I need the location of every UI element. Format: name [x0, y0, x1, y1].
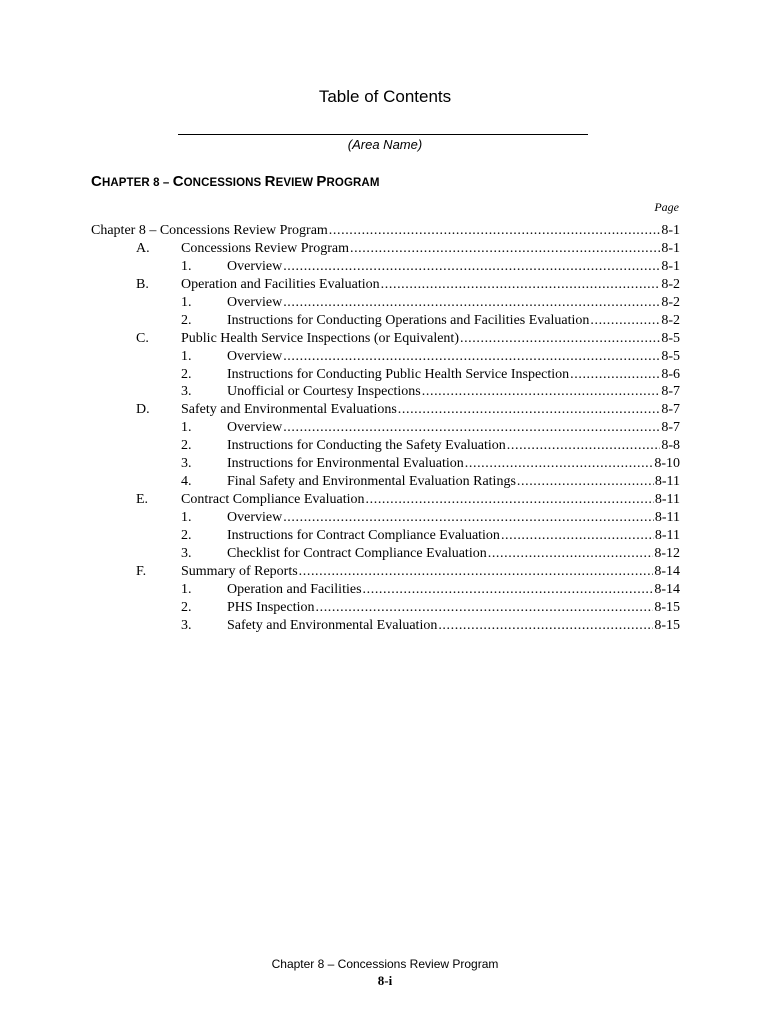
toc-entry[interactable] [91, 491, 680, 509]
toc-entry-label: Safety and Environmental Evaluations [181, 402, 397, 418]
toc-entry[interactable] [91, 366, 680, 384]
toc-entry[interactable] [91, 294, 680, 312]
toc-entry-page: 8-12 [654, 545, 680, 561]
toc-dot-leader [299, 563, 654, 581]
chapter-heading-cap-p: P [316, 173, 327, 190]
toc-entry-marker: 2. [181, 527, 192, 543]
toc-dot-leader [283, 419, 660, 437]
chapter-heading-text-2: ONCESSIONS [183, 177, 265, 189]
chapter-heading-cap-r: R [264, 173, 276, 190]
toc-entry-label: Instructions for Environmental Evaluation [227, 456, 464, 472]
toc-entry-label: Operation and Facilities Evaluation [181, 276, 380, 292]
toc-dot-leader [283, 509, 654, 527]
toc-entry-page: 8-14 [654, 581, 680, 597]
toc-entry-label: Instructions for Conducting the Safety Evaluation [227, 438, 506, 454]
toc-entry-marker: 1. [181, 420, 192, 436]
toc-entry-page: 8-5 [661, 330, 680, 346]
toc-dot-leader [460, 330, 660, 348]
toc-entry-marker: E. [136, 492, 149, 508]
toc-entry-page: 8-5 [661, 348, 680, 364]
toc-entry-marker: 1. [181, 581, 192, 597]
toc-entry[interactable] [91, 545, 680, 563]
toc-entry[interactable] [91, 527, 680, 545]
chapter-heading [91, 173, 380, 190]
toc-entry[interactable] [91, 509, 680, 527]
toc-entry[interactable] [91, 617, 680, 635]
toc-entry[interactable] [91, 563, 680, 581]
toc-entry-marker: 3. [181, 456, 192, 472]
toc-entry-page: 8-11 [654, 474, 680, 490]
toc-entry[interactable] [91, 312, 680, 330]
toc-entry[interactable] [91, 383, 680, 401]
chapter-heading-text-4: ROGRAM [326, 177, 380, 189]
toc-entry-marker: 4. [181, 474, 192, 490]
toc-dot-leader [350, 240, 660, 258]
toc-entry-marker: B. [136, 276, 149, 292]
toc-entry[interactable] [91, 419, 680, 437]
toc-dot-leader [517, 473, 654, 491]
toc-entry-page: 8-8 [661, 438, 680, 454]
toc-entry-marker: D. [136, 402, 150, 418]
toc-entry-label: Overview [227, 258, 283, 274]
toc-entry-marker: 2. [181, 312, 192, 328]
toc-entry-page: 8-11 [654, 492, 680, 508]
toc-entry-marker: 3. [181, 384, 192, 400]
toc-entry-page: 8-11 [654, 527, 680, 543]
toc-entry-label: Overview [227, 510, 283, 525]
toc-entry-page: 8-2 [661, 294, 680, 310]
toc-dot-leader [590, 312, 660, 330]
toc-entry-page: 8-15 [654, 599, 680, 615]
toc-entry[interactable] [91, 240, 680, 258]
toc-entry[interactable] [91, 473, 680, 491]
toc-dot-leader [465, 455, 654, 473]
toc-entry-marker: 2. [181, 366, 192, 382]
toc-entry-label: Instructions for Conducting Public Health Service Inspection [227, 366, 570, 382]
toc-entry-page: 8-1 [661, 223, 680, 238]
toc-entry-label: Public Health Service Inspections (or Equivalent) [181, 330, 459, 346]
chapter-heading-cap-c: C [91, 173, 102, 190]
toc-dot-leader [316, 599, 654, 617]
toc-entry-page: 8-7 [661, 384, 680, 400]
toc-entry-label: Unofficial or Courtesy Inspections [227, 384, 421, 400]
toc-entry-page: 8-1 [661, 240, 680, 256]
toc-entry-page: 8-7 [661, 420, 680, 436]
toc-dot-leader [283, 294, 660, 312]
toc-entry-marker: 2. [181, 438, 192, 454]
toc-entry-page: 8-15 [654, 617, 680, 633]
toc-dot-leader [501, 527, 654, 545]
toc-entry-marker: 1. [181, 348, 192, 364]
toc-dot-leader [329, 222, 661, 240]
toc-entry-marker: 2. [181, 599, 192, 615]
toc-dot-leader [422, 383, 661, 401]
toc-entry[interactable] [91, 599, 680, 617]
toc-entry-marker: 1. [181, 258, 192, 274]
toc-entry-page: 8-14 [654, 563, 680, 579]
toc-entry-label: Safety and Environmental Evaluation [227, 617, 438, 633]
toc-entry[interactable] [91, 258, 680, 276]
toc-dot-leader [570, 366, 660, 384]
toc-entry-marker: 1. [181, 294, 192, 310]
toc-entry-page: 8-7 [661, 402, 680, 418]
toc-entry-marker: A. [136, 240, 150, 256]
toc-entry[interactable] [91, 581, 680, 599]
toc-entry-marker: C. [136, 330, 149, 346]
toc-dot-leader [507, 437, 661, 455]
toc-entry-marker: F. [136, 563, 147, 579]
footer-page-number: 8-i [377, 973, 393, 988]
chapter-heading-text-1: HAPTER 8 – [101, 177, 173, 189]
toc-entry-label: Chapter 8 – Concessions Review Program [91, 223, 328, 238]
toc-entry-label: Checklist for Contract Compliance Evaluation [227, 545, 487, 561]
toc-entry[interactable] [91, 348, 680, 366]
toc-entry-label: Concessions Review Program [181, 240, 349, 256]
toc-entry[interactable] [91, 401, 680, 419]
toc-entry[interactable] [91, 330, 680, 348]
toc-dot-leader [283, 258, 660, 276]
toc-entry-page: 8-11 [654, 510, 680, 525]
toc-entry-page: 8-6 [661, 366, 680, 382]
toc-entry-marker: 1. [181, 510, 192, 525]
toc-entry-page: 8-2 [661, 276, 680, 292]
toc-dot-leader [363, 581, 654, 599]
toc-dot-leader [381, 276, 661, 294]
toc-entry-marker: 3. [181, 617, 192, 633]
area-name-underline [178, 134, 588, 135]
toc-entry-label: Operation and Facilities [227, 581, 362, 597]
toc-entry-label: Overview [227, 294, 283, 310]
area-name-caption: (Area Name) [347, 137, 423, 152]
page-column-label: Page [654, 200, 679, 214]
toc-entry-marker: 3. [181, 545, 192, 561]
toc-entry-label: PHS Inspection [227, 599, 315, 615]
toc-dot-leader [438, 617, 653, 635]
toc-entry-label: Instructions for Conducting Operations and Facilities Evaluation [227, 312, 590, 328]
toc-entry-page: 8-1 [661, 258, 680, 274]
toc-dot-leader [366, 491, 654, 509]
toc-entry-page: 8-2 [661, 312, 680, 328]
chapter-heading-cap-c2: C [172, 173, 184, 190]
toc-entry-label: Overview [227, 348, 283, 364]
toc-entry-label: Instructions for Contract Compliance Evaluation [227, 527, 500, 543]
toc-dot-leader [398, 401, 661, 419]
toc-entry-label: Contract Compliance Evaluation [181, 492, 365, 508]
toc-dot-leader [283, 348, 660, 366]
toc-entry[interactable] [91, 437, 680, 455]
toc-entry-label: Summary of Reports [181, 563, 298, 579]
table-of-contents [91, 222, 680, 635]
toc-entry-page: 8-10 [654, 456, 680, 472]
toc-entry-label: Final Safety and Environmental Evaluation Ratings [227, 474, 516, 490]
footer-chapter-title: Chapter 8 – Concessions Review Program [271, 957, 499, 971]
toc-entry[interactable] [91, 276, 680, 294]
toc-entry[interactable] [91, 455, 680, 473]
chapter-heading-text-3: EVIEW [275, 177, 317, 189]
toc-entry-label: Overview [227, 420, 283, 436]
toc-dot-leader [488, 545, 654, 563]
toc-entry[interactable] [91, 222, 680, 240]
page-title: Table of Contents [318, 87, 452, 106]
